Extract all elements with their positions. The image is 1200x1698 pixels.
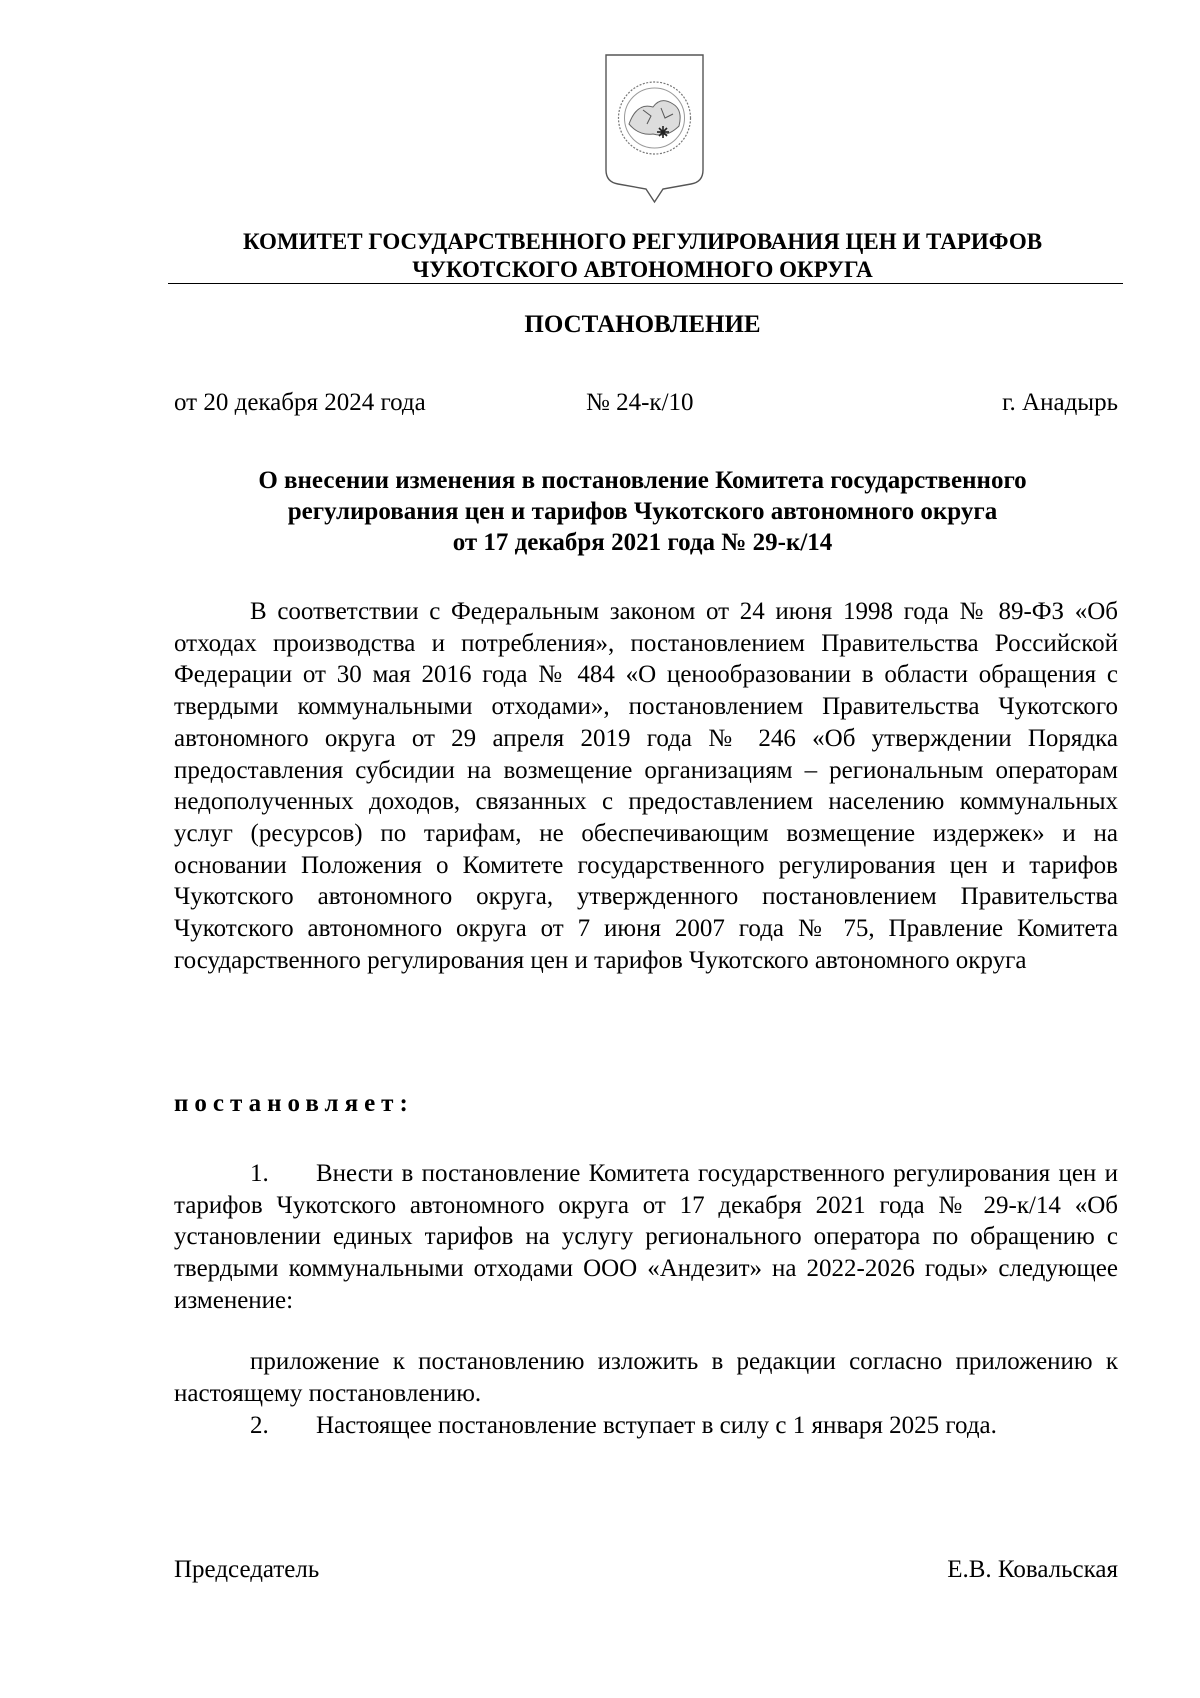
item-2-number: 2. bbox=[250, 1412, 269, 1439]
item-1-number: 1. bbox=[250, 1160, 269, 1187]
organization-line-2: ЧУКОТСКОГО АВТОНОМНОГО ОКРУГА bbox=[412, 257, 873, 282]
item-2-text: Настоящее постановление вступает в силу с 1 января 2025 года. bbox=[316, 1412, 997, 1439]
appendix-paragraph: приложение к постановлению изложить в редакции согласно приложению к настоящему постановлению. bbox=[174, 1348, 1118, 1407]
decree-word: постановляет: bbox=[174, 1090, 414, 1117]
item-2-paragraph bbox=[174, 1410, 1118, 1442]
document-date: от 20 декабря 2024 года bbox=[174, 389, 426, 416]
item-1-text: Внести в постановление Комитета государственного регулирования цен и тарифов Чукотского автономного округа от 17 декабря 2021 года № 29-к/14 «Об установлении единых тарифов на услугу регионального оператора по обращению с твердыми коммунальными отходами ООО «Андезит» на 2022-2026 годы» следующее изменение: bbox=[174, 1160, 1118, 1314]
preamble-paragraph: В соответствии с Федеральным законом от 24 июня 1998 года № 89-ФЗ «Об отходах производства и потребления», постановлением Правительства Российской Федерации от 30 мая 2016 года № 484 «О ценообразовании в области обращения с твердыми коммунальными отходами», постановлением Правительства Чукотского автономного округа от 29 апреля 2019 года № 246 «Об утверждении Порядка предоставления субсидии на возмещение организациям – региональным операторам недополученных доходов, связанных с предоставлением населению коммунальных услуг (ресурсов) по тарифам, не обеспечивающим возмещение издержек» и на основании Положения о Комитете государственного регулирования цен и тарифов Чукотского автономного округа, утвержденного постановлением Правительства Чукотского автономного округа от 7 июня 2007 года № 75, Правление Комитета государственного регулирования цен и тарифов Чукотского автономного округа bbox=[174, 598, 1118, 974]
document-number: № 24-к/10 bbox=[586, 389, 694, 416]
document-subject bbox=[160, 465, 1125, 558]
signatory-title: Председатель bbox=[174, 1556, 320, 1583]
subject-line-2: регулирования цен и тарифов Чукотского автономного округа bbox=[287, 498, 998, 525]
document-type: ПОСТАНОВЛЕНИЕ bbox=[524, 311, 761, 338]
subject-line-3: от 17 декабря 2021 года № 29-к/14 bbox=[452, 529, 833, 556]
item-1-paragraph bbox=[174, 1158, 1118, 1317]
subject-line-1: О внесении изменения в постановление Комитета государственного bbox=[258, 467, 1027, 494]
organization-name bbox=[160, 228, 1125, 284]
document-city: г. Анадырь bbox=[1002, 389, 1118, 416]
signatory-name: Е.В. Ковальская bbox=[947, 1556, 1118, 1583]
chukotka-coat-of-arms-icon bbox=[603, 52, 706, 205]
header-divider bbox=[168, 283, 1123, 284]
organization-line-1: КОМИТЕТ ГОСУДАРСТВЕННОГО РЕГУЛИРОВАНИЯ ЦЕН И ТАРИФОВ bbox=[242, 229, 1043, 254]
